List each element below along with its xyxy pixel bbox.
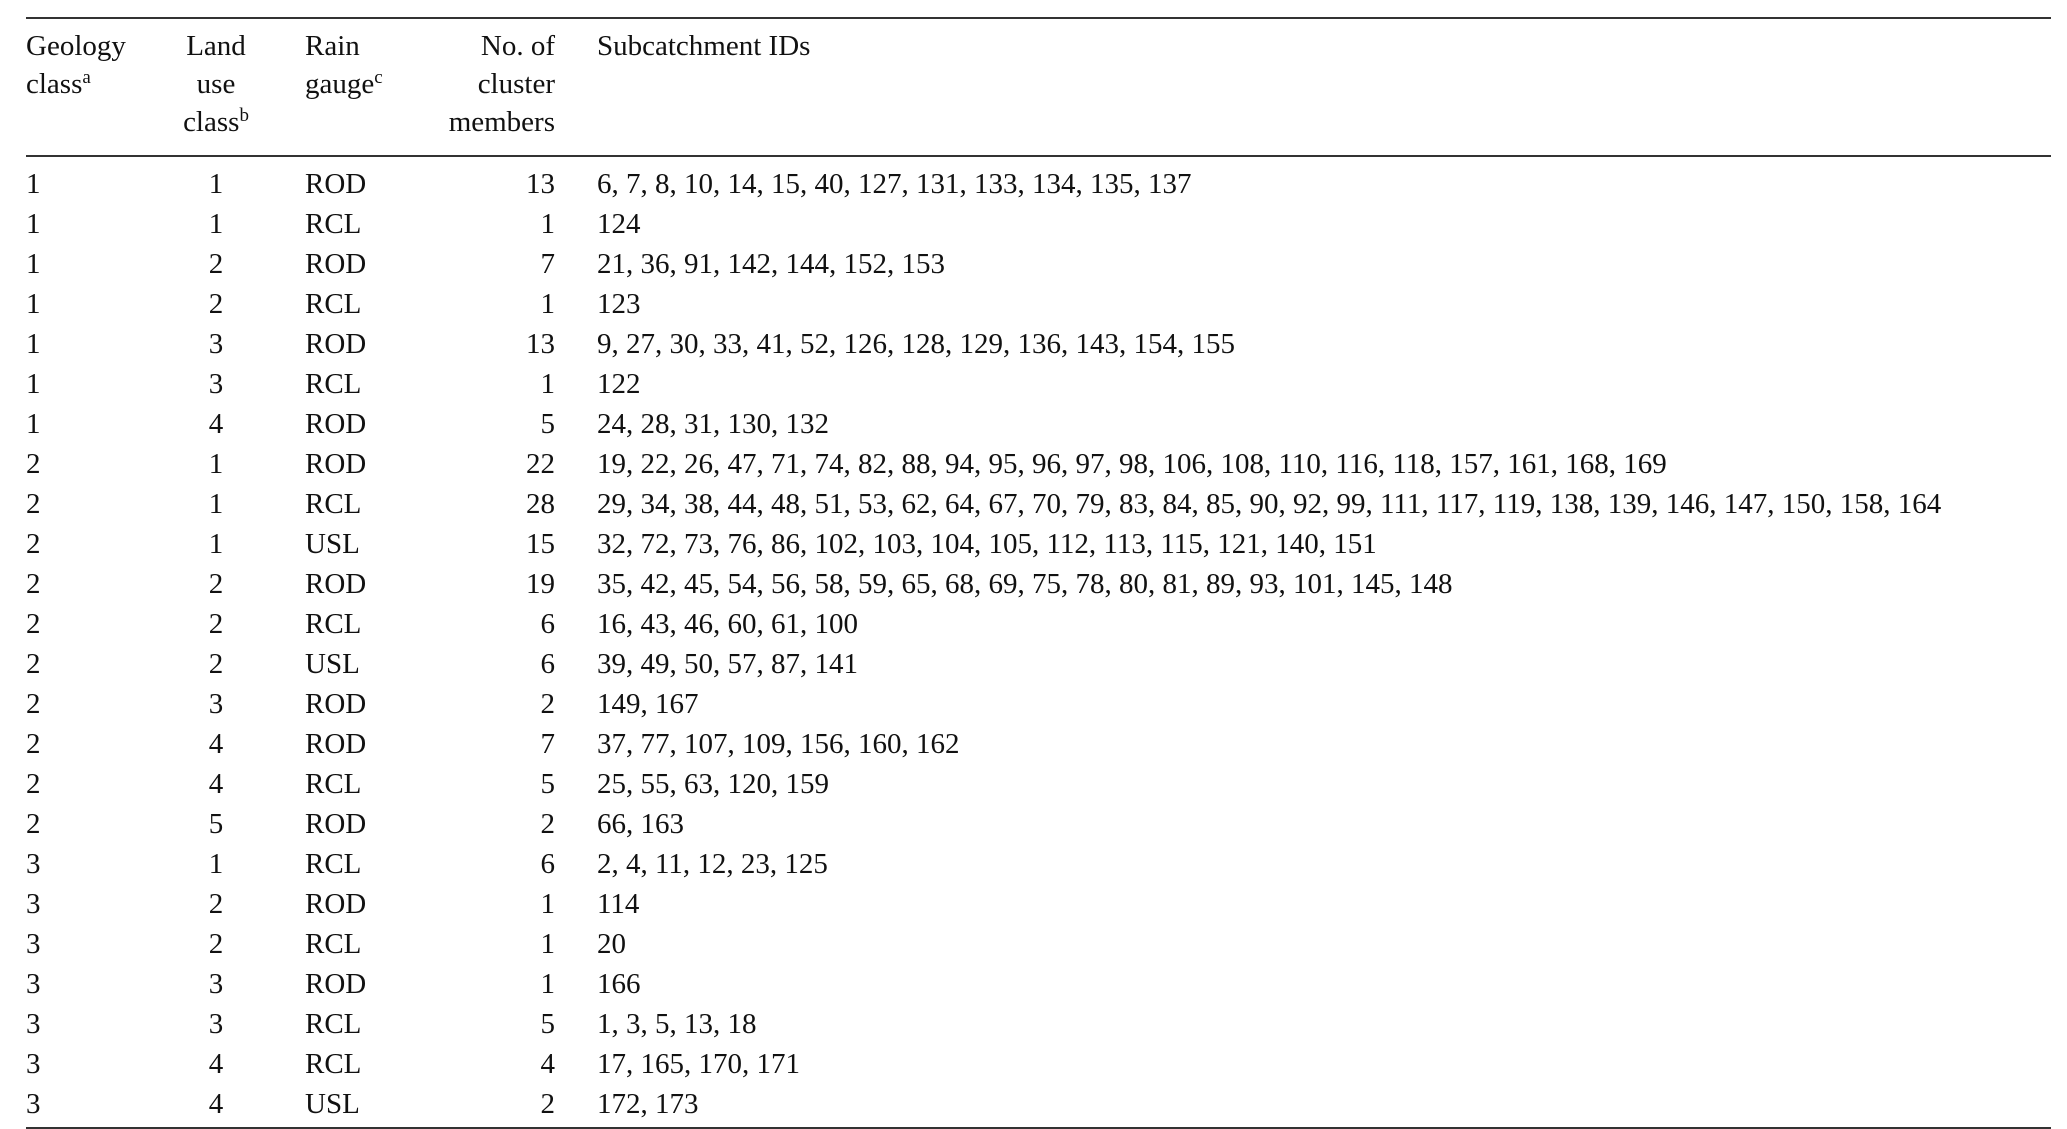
- cell-geology-class: 2: [26, 448, 41, 480]
- cell-rain-gauge: RCL: [305, 848, 362, 880]
- cell-cluster-members: 1: [540, 368, 555, 400]
- table-row: [26, 1044, 2051, 1084]
- header-geology-class: [26, 19, 183, 156]
- cell-land-use-class: 1: [208, 528, 224, 560]
- header-land-line1: Land: [186, 30, 246, 62]
- table-row: [26, 684, 2051, 724]
- cell-rain-gauge: RCL: [305, 1008, 362, 1040]
- cell-subcatchment-ids: 37, 77, 107, 109, 156, 160, 162: [597, 728, 960, 760]
- cell-rain-gauge: ROD: [305, 168, 367, 200]
- cell-land-use-class: 4: [208, 768, 224, 800]
- cell-cluster-members: 6: [540, 848, 555, 880]
- header-land-line3: class: [183, 106, 240, 138]
- table-row: [26, 364, 2051, 404]
- cell-cluster-members: 28: [526, 488, 555, 520]
- cell-cluster-members: 1: [540, 968, 555, 1000]
- table-row: [26, 564, 2051, 604]
- cell-geology-class: 2: [26, 728, 41, 760]
- cell-land-use-class: 1: [208, 208, 224, 240]
- cell-geology-class: 1: [26, 288, 41, 320]
- cell-land-use-class: 2: [208, 648, 224, 680]
- cell-cluster-members: 7: [540, 728, 555, 760]
- table-row: [26, 964, 2051, 1004]
- cell-rain-gauge: ROD: [305, 728, 367, 760]
- cell-subcatchment-ids: 39, 49, 50, 57, 87, 141: [597, 648, 858, 680]
- cell-geology-class: 2: [26, 808, 41, 840]
- cell-subcatchment-ids: 114: [597, 888, 640, 920]
- cell-cluster-members: 2: [540, 688, 555, 720]
- cell-subcatchment-ids: 1, 3, 5, 13, 18: [597, 1008, 757, 1040]
- cell-land-use-class: 3: [208, 1008, 224, 1040]
- table-row: [26, 804, 2051, 844]
- table-row: [26, 284, 2051, 324]
- header-geology-footnote: a: [82, 67, 91, 88]
- cell-subcatchment-ids: 24, 28, 31, 130, 132: [597, 408, 829, 440]
- cell-rain-gauge: RCL: [305, 208, 362, 240]
- table-header: [26, 19, 2051, 156]
- header-gauge-footnote: c: [374, 67, 383, 88]
- cell-land-use-class: 2: [208, 248, 224, 280]
- cell-rain-gauge: RCL: [305, 768, 362, 800]
- cell-geology-class: 2: [26, 648, 41, 680]
- cell-subcatchment-ids: 9, 27, 30, 33, 41, 52, 126, 128, 129, 136, 143, 154, 155: [597, 328, 1235, 360]
- cell-land-use-class: 3: [208, 368, 224, 400]
- cell-geology-class: 3: [26, 888, 41, 920]
- cell-rain-gauge: RCL: [305, 928, 362, 960]
- cell-subcatchment-ids: 21, 36, 91, 142, 144, 152, 153: [597, 248, 945, 280]
- cell-rain-gauge: RCL: [305, 288, 362, 320]
- cell-rain-gauge: ROD: [305, 328, 367, 360]
- header-land-line2: use: [196, 68, 236, 100]
- cell-geology-class: 3: [26, 848, 41, 880]
- cell-subcatchment-ids: 32, 72, 73, 76, 86, 102, 103, 104, 105, 112, 113, 115, 121, 140, 151: [597, 528, 1377, 560]
- cell-rain-gauge: RCL: [305, 368, 362, 400]
- cell-rain-gauge: ROD: [305, 968, 367, 1000]
- table-row: [26, 764, 2051, 804]
- cell-geology-class: 2: [26, 768, 41, 800]
- table-row: [26, 1084, 2051, 1127]
- cell-land-use-class: 3: [208, 328, 224, 360]
- table-row: [26, 884, 2051, 924]
- cell-cluster-members: 1: [540, 888, 555, 920]
- cell-cluster-members: 6: [540, 608, 555, 640]
- cell-geology-class: 2: [26, 688, 41, 720]
- cell-land-use-class: 2: [208, 608, 224, 640]
- cell-land-use-class: 2: [208, 288, 224, 320]
- cell-cluster-members: 1: [540, 288, 555, 320]
- cell-rain-gauge: ROD: [305, 808, 367, 840]
- cell-cluster-members: 13: [526, 328, 555, 360]
- cell-geology-class: 2: [26, 568, 41, 600]
- cell-subcatchment-ids: 29, 34, 38, 44, 48, 51, 53, 62, 64, 67, 70, 79, 83, 84, 85, 90, 92, 99, 111, 117, 119, 138, 139, 146, 147, 150, 158, 164: [597, 488, 1942, 520]
- table-row: [26, 444, 2051, 484]
- header-rain-gauge: [249, 19, 441, 156]
- header-members-line3: members: [448, 106, 555, 138]
- header-gauge-line1: Rain: [305, 30, 360, 62]
- cell-cluster-members: 2: [540, 808, 555, 840]
- cell-geology-class: 3: [26, 1048, 41, 1080]
- cell-rain-gauge: RCL: [305, 1048, 362, 1080]
- cell-land-use-class: 4: [208, 408, 224, 440]
- table-row: [26, 404, 2051, 444]
- header-subcatchment-ids: Subcatchment IDs: [555, 19, 2051, 156]
- cell-geology-class: 1: [26, 368, 41, 400]
- cell-geology-class: 3: [26, 928, 41, 960]
- cell-subcatchment-ids: 2, 4, 11, 12, 23, 125: [597, 848, 828, 880]
- cell-geology-class: 1: [26, 168, 41, 200]
- cell-rain-gauge: ROD: [305, 688, 367, 720]
- cell-land-use-class: 2: [208, 568, 224, 600]
- cell-cluster-members: 6: [540, 648, 555, 680]
- cell-geology-class: 1: [26, 208, 41, 240]
- header-land-footnote: b: [239, 105, 249, 126]
- cell-geology-class: 1: [26, 248, 41, 280]
- cluster-table: [26, 17, 2051, 1129]
- cell-land-use-class: 5: [208, 808, 224, 840]
- cell-rain-gauge: RCL: [305, 608, 362, 640]
- table-row: [26, 924, 2051, 964]
- cell-subcatchment-ids: 16, 43, 46, 60, 61, 100: [597, 608, 858, 640]
- cell-geology-class: 3: [26, 968, 41, 1000]
- cell-rain-gauge: ROD: [305, 408, 367, 440]
- cell-rain-gauge: USL: [305, 1088, 360, 1120]
- table-row: [26, 524, 2051, 564]
- table-row: [26, 156, 2051, 204]
- cell-geology-class: 1: [26, 408, 41, 440]
- cell-subcatchment-ids: 20: [597, 928, 626, 960]
- cell-rain-gauge: ROD: [305, 448, 367, 480]
- table-body: [26, 156, 2051, 1127]
- cell-subcatchment-ids: 19, 22, 26, 47, 71, 74, 82, 88, 94, 95, 96, 97, 98, 106, 108, 110, 116, 118, 157, 161, 168, 169: [597, 448, 1667, 480]
- cell-cluster-members: 5: [540, 768, 555, 800]
- cell-subcatchment-ids: 17, 165, 170, 171: [597, 1048, 800, 1080]
- header-row: [26, 19, 2051, 156]
- header-members-line1: No. of: [480, 30, 555, 62]
- cell-land-use-class: 1: [208, 448, 224, 480]
- cell-land-use-class: 4: [208, 728, 224, 760]
- table-row: [26, 204, 2051, 244]
- cell-subcatchment-ids: 149, 167: [597, 688, 699, 720]
- cell-subcatchment-ids: 172, 173: [597, 1088, 699, 1120]
- cell-land-use-class: 2: [208, 888, 224, 920]
- header-geology-line1: Geology: [26, 30, 126, 62]
- cell-rain-gauge: ROD: [305, 568, 367, 600]
- cell-cluster-members: 5: [540, 408, 555, 440]
- cell-subcatchment-ids: 25, 55, 63, 120, 159: [597, 768, 829, 800]
- cell-land-use-class: 4: [208, 1088, 224, 1120]
- cell-rain-gauge: USL: [305, 528, 360, 560]
- cell-land-use-class: 3: [208, 688, 224, 720]
- cell-geology-class: 3: [26, 1008, 41, 1040]
- cell-rain-gauge: ROD: [305, 248, 367, 280]
- cell-land-use-class: 2: [208, 928, 224, 960]
- cell-subcatchment-ids: 35, 42, 45, 54, 56, 58, 59, 65, 68, 69, 75, 78, 80, 81, 89, 93, 101, 145, 148: [597, 568, 1453, 600]
- header-geology-line2: class: [26, 68, 83, 100]
- cell-cluster-members: 13: [526, 168, 555, 200]
- cell-rain-gauge: ROD: [305, 888, 367, 920]
- cell-rain-gauge: RCL: [305, 488, 362, 520]
- cell-cluster-members: 15: [526, 528, 555, 560]
- header-gauge-line2: gauge: [305, 68, 375, 100]
- cell-cluster-members: 22: [526, 448, 555, 480]
- table-row: [26, 484, 2051, 524]
- table-row: [26, 1004, 2051, 1044]
- data-table: [26, 19, 2051, 1127]
- cell-subcatchment-ids: 124: [597, 208, 641, 240]
- cell-subcatchment-ids: 122: [597, 368, 641, 400]
- cell-cluster-members: 5: [540, 1008, 555, 1040]
- cell-rain-gauge: USL: [305, 648, 360, 680]
- cell-subcatchment-ids: 6, 7, 8, 10, 14, 15, 40, 127, 131, 133, 134, 135, 137: [597, 168, 1192, 200]
- table-row: [26, 644, 2051, 684]
- table-row: [26, 724, 2051, 764]
- cell-cluster-members: 1: [540, 208, 555, 240]
- cell-cluster-members: 4: [540, 1048, 555, 1080]
- cell-geology-class: 1: [26, 328, 41, 360]
- cell-geology-class: 3: [26, 1088, 41, 1120]
- header-land-use-class: [183, 19, 249, 156]
- cell-subcatchment-ids: 166: [597, 968, 641, 1000]
- cell-land-use-class: 4: [208, 1048, 224, 1080]
- table-row: [26, 244, 2051, 284]
- cell-subcatchment-ids: 66, 163: [597, 808, 684, 840]
- table-row: [26, 324, 2051, 364]
- cell-geology-class: 2: [26, 528, 41, 560]
- cell-cluster-members: 2: [540, 1088, 555, 1120]
- cell-land-use-class: 1: [208, 488, 224, 520]
- cell-land-use-class: 1: [208, 168, 224, 200]
- header-members-line2: cluster: [477, 68, 555, 100]
- cell-cluster-members: 1: [540, 928, 555, 960]
- cell-cluster-members: 7: [540, 248, 555, 280]
- cell-land-use-class: 3: [208, 968, 224, 1000]
- cell-subcatchment-ids: 123: [597, 288, 641, 320]
- cell-geology-class: 2: [26, 608, 41, 640]
- header-cluster-members: [441, 19, 555, 156]
- cell-geology-class: 2: [26, 488, 41, 520]
- cell-land-use-class: 1: [208, 848, 224, 880]
- table-row: [26, 844, 2051, 884]
- cell-cluster-members: 19: [526, 568, 555, 600]
- table-row: [26, 604, 2051, 644]
